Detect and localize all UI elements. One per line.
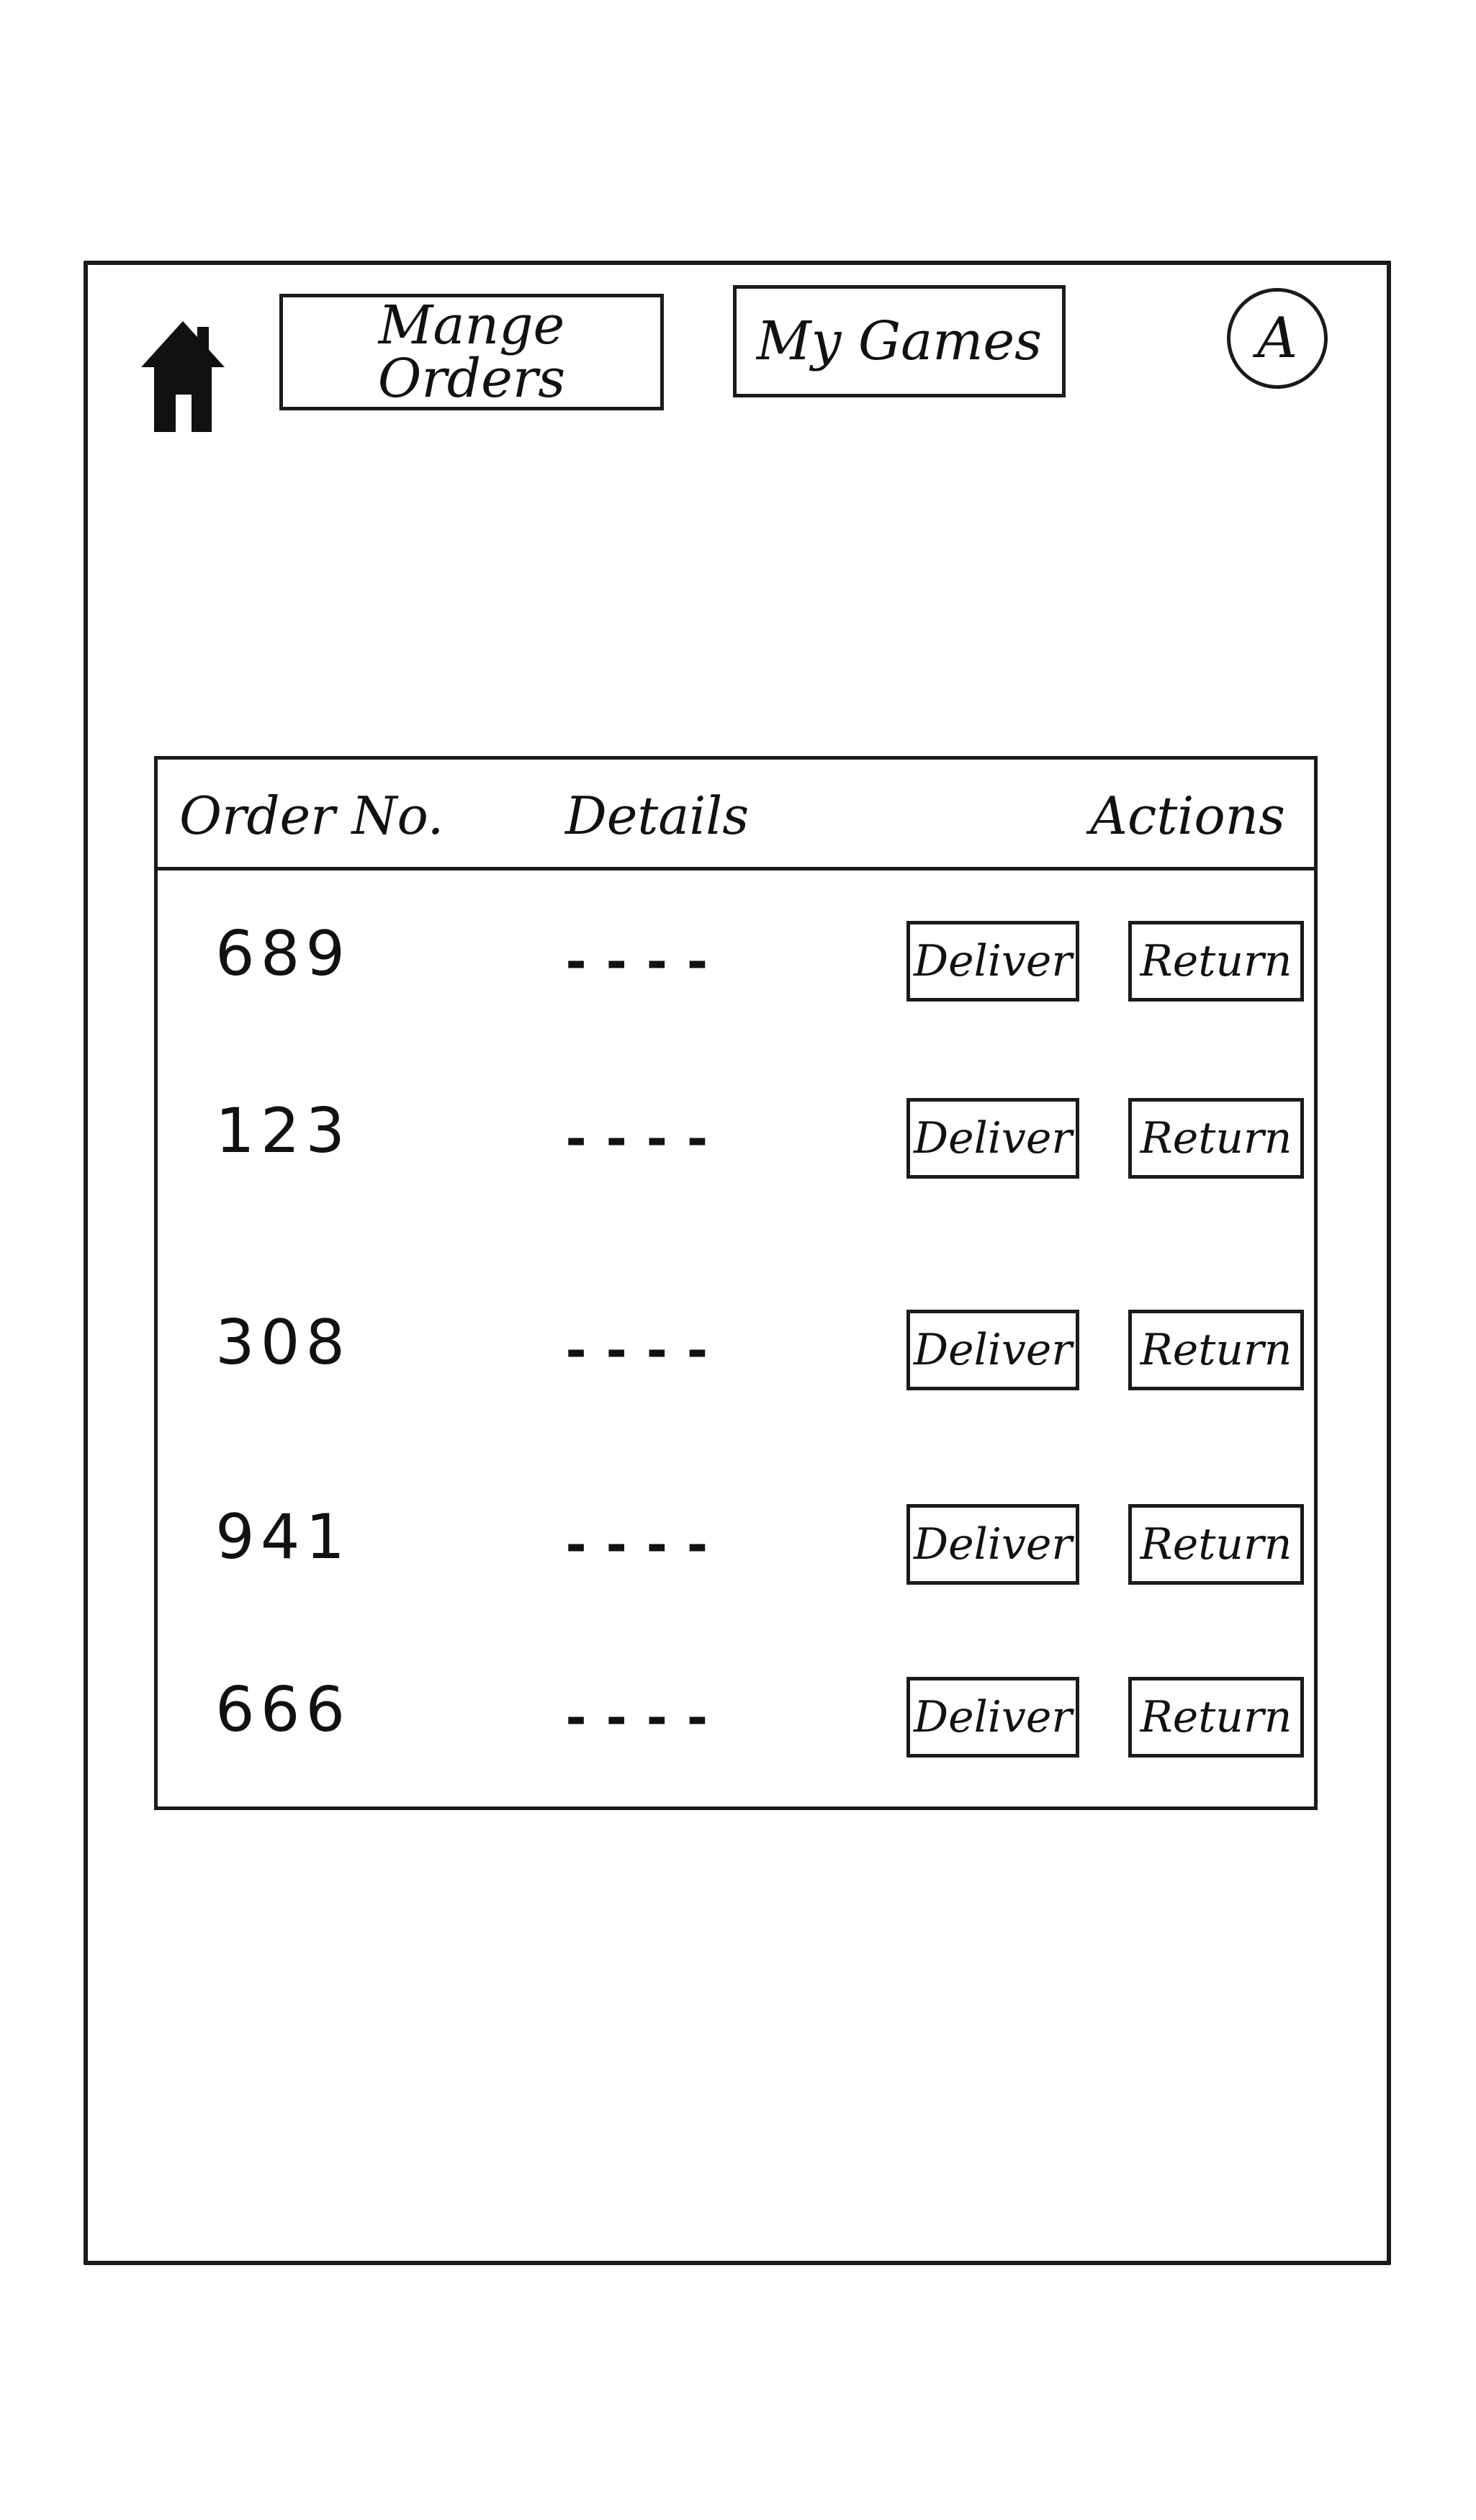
- manage-orders-button[interactable]: Mange Orders: [279, 294, 664, 410]
- order-details: ----: [561, 1688, 723, 1747]
- order-number: 308: [215, 1307, 351, 1379]
- deliver-button[interactable]: Deliver: [906, 1677, 1079, 1758]
- order-number: 689: [215, 918, 351, 990]
- table-row: [158, 889, 1314, 1048]
- table-row: [158, 1645, 1314, 1804]
- order-details: ----: [561, 1516, 723, 1575]
- header-details: Details: [565, 786, 750, 846]
- return-button[interactable]: Return: [1128, 1310, 1304, 1390]
- home-icon[interactable]: [137, 317, 229, 439]
- avatar[interactable]: A: [1227, 288, 1328, 389]
- return-button[interactable]: Return: [1128, 1504, 1304, 1585]
- order-number: 666: [215, 1674, 351, 1746]
- header-actions: Actions: [1090, 786, 1285, 846]
- header-order-no: Order No.: [179, 786, 444, 846]
- deliver-button[interactable]: Deliver: [906, 1504, 1079, 1585]
- order-details: ----: [561, 1321, 723, 1380]
- deliver-button[interactable]: Deliver: [906, 1310, 1079, 1390]
- return-button[interactable]: Return: [1128, 921, 1304, 1002]
- table-header: [158, 760, 1314, 870]
- table-row: [158, 1472, 1314, 1631]
- table-row: [158, 1278, 1314, 1436]
- deliver-button[interactable]: Deliver: [906, 921, 1079, 1002]
- order-details: ----: [561, 932, 723, 991]
- return-button[interactable]: Return: [1128, 1677, 1304, 1758]
- order-number: 123: [215, 1095, 351, 1167]
- order-details: ----: [561, 1110, 723, 1169]
- return-button[interactable]: Return: [1128, 1098, 1304, 1179]
- orders-table: [154, 756, 1318, 1810]
- my-games-button[interactable]: My Games: [733, 285, 1066, 397]
- table-row: [158, 1066, 1314, 1225]
- deliver-button[interactable]: Deliver: [906, 1098, 1079, 1179]
- order-number: 941: [215, 1501, 351, 1573]
